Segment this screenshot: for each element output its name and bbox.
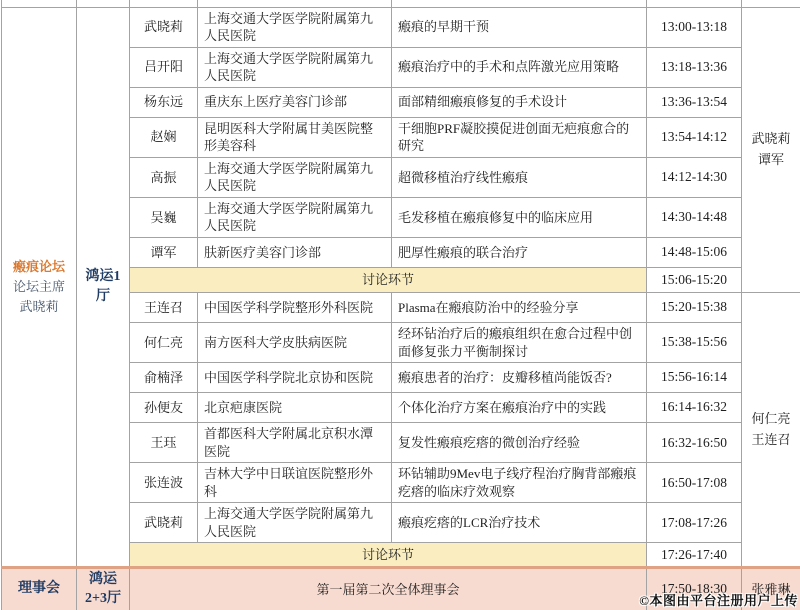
affiliation-cell: 吉林大学中日联谊医院整形外科 [198,463,392,503]
stub-cell [392,0,647,7]
speaker-cell: 何仁亮 [130,322,198,362]
time-cell: 17:26-17:40 [647,543,742,568]
stub-cell [198,0,392,7]
board-venue-cell [77,568,130,610]
time-cell: 15:38-15:56 [647,322,742,362]
affiliation-cell: 上海交通大学医学院附属第九人民医院 [198,7,392,47]
time-cell: 16:50-17:08 [647,463,742,503]
time-cell: 15:06-15:20 [647,267,742,292]
moderator-name: 何仁亮 [751,410,791,426]
forum-chair-name: 武晓莉 [19,298,59,314]
clipped-top-row [2,0,800,7]
speaker-cell: 吴巍 [130,197,198,237]
time-cell: 13:00-13:18 [647,7,742,47]
affiliation-cell: 首都医科大学附属北京积水潭医院 [198,423,392,463]
time-cell: 17:50-18:30 [647,568,742,610]
venue-name-line2: 厅 [96,288,110,304]
moderator-cell-block2 [742,292,800,567]
affiliation-cell: 上海交通大学医学院附属第九人民医院 [198,157,392,197]
schedule-table [1,0,800,610]
venue-name-line1: 鸿运1 [85,269,121,285]
talk-title-cell: 瘢痕的早期干预 [392,7,647,47]
moderator-cell-block1 [742,7,800,292]
board-moderator-cell: 张雅琳 [742,568,800,610]
speaker-cell: 武晓莉 [130,503,198,543]
discussion-label-cell: 讨论环节 [130,543,647,568]
affiliation-cell: 中国医学科学院北京协和医院 [198,363,392,393]
stub-cell [2,0,77,7]
discussion-label-cell: 讨论环节 [130,267,647,292]
speaker-cell: 谭军 [130,237,198,267]
board-venue-line2: 2+3厅 [85,590,121,606]
time-cell: 14:30-14:48 [647,197,742,237]
talk-title-cell: 环钻辅助9Mev电子线疗程治疗胸背部瘢痕疙瘩的临床疗效观察 [392,463,647,503]
affiliation-cell: 上海交通大学医学院附属第九人民医院 [198,197,392,237]
talk-title-cell: 瘢痕治疗中的手术和点阵激光应用策略 [392,47,647,87]
board-label-cell: 理事会 [2,568,77,610]
time-cell: 13:36-13:54 [647,87,742,117]
speaker-cell: 王珏 [130,423,198,463]
talk-title-cell: 个体化治疗方案在瘢痕治疗中的实践 [392,393,647,423]
speaker-cell: 高振 [130,157,198,197]
stub-cell [742,0,800,7]
stub-cell [130,0,198,7]
stub-cell [77,0,130,7]
talk-title-cell: 面部精细瘢痕修复的手术设计 [392,87,647,117]
time-cell: 14:48-15:06 [647,237,742,267]
speaker-cell: 张连波 [130,463,198,503]
affiliation-cell: 中国医学科学院整形外科医院 [198,292,392,322]
talk-title-cell: 瘢痕疙瘩的LCR治疗技术 [392,503,647,543]
speaker-cell: 王连召 [130,292,198,322]
speaker-cell: 武晓莉 [130,7,198,47]
session-row [2,7,800,47]
time-cell: 17:08-17:26 [647,503,742,543]
time-cell: 16:32-16:50 [647,423,742,463]
speaker-cell: 赵娴 [130,117,198,157]
moderator-name: 武晓莉 [751,130,791,146]
moderator-name: 谭军 [757,151,784,167]
affiliation-cell: 上海交通大学医学院附属第九人民医院 [198,47,392,87]
board-venue-line1: 鸿运 [89,572,117,588]
talk-title-cell: 复发性瘢痕疙瘩的微创治疗经验 [392,423,647,463]
talk-title-cell: 瘢痕患者的治疗：皮瓣移植尚能饭否? [392,363,647,393]
forum-header-cell [2,7,77,568]
affiliation-cell: 昆明医科大学附属甘美医院整形美容科 [198,117,392,157]
time-cell: 14:12-14:30 [647,157,742,197]
forum-title: 瘢痕论坛 [12,258,65,274]
time-cell: 13:54-14:12 [647,117,742,157]
stub-cell [647,0,742,7]
talk-title-cell: Plasma在瘢痕防治中的经验分享 [392,292,647,322]
talk-title-cell: 肥厚性瘢痕的联合治疗 [392,237,647,267]
speaker-cell: 杨东远 [130,87,198,117]
forum-chair-label: 论坛主席 [12,278,65,294]
time-cell: 16:14-16:32 [647,393,742,423]
affiliation-cell: 北京疤康医院 [198,393,392,423]
speaker-cell: 孙便友 [130,393,198,423]
speaker-cell: 俞楠泽 [130,363,198,393]
affiliation-cell: 肤新医疗美容门诊部 [198,237,392,267]
affiliation-cell: 上海交通大学医学院附属第九人民医院 [198,503,392,543]
talk-title-cell: 干细胞PRF凝胶摸促进创面无疤痕愈合的研究 [392,117,647,157]
talk-title-cell: 超微移植治疗线性瘢痕 [392,157,647,197]
moderator-name: 王连召 [751,431,791,447]
affiliation-cell: 南方医科大学皮肤病医院 [198,322,392,362]
venue-cell [77,7,130,568]
speaker-cell: 吕开阳 [130,47,198,87]
talk-title-cell: 经环钻治疗后的瘢痕组织在愈合过程中创面修复张力平衡制探讨 [392,322,647,362]
talk-title-cell: 毛发移植在瘢痕修复中的临床应用 [392,197,647,237]
affiliation-cell: 重庆东上医疗美容门诊部 [198,87,392,117]
time-cell: 15:56-16:14 [647,363,742,393]
platform-watermark: ©本图由平台注册用户上传 [639,593,798,608]
time-cell: 15:20-15:38 [647,292,742,322]
board-title-cell: 第一届第二次全体理事会 [130,568,647,610]
time-cell: 13:18-13:36 [647,47,742,87]
